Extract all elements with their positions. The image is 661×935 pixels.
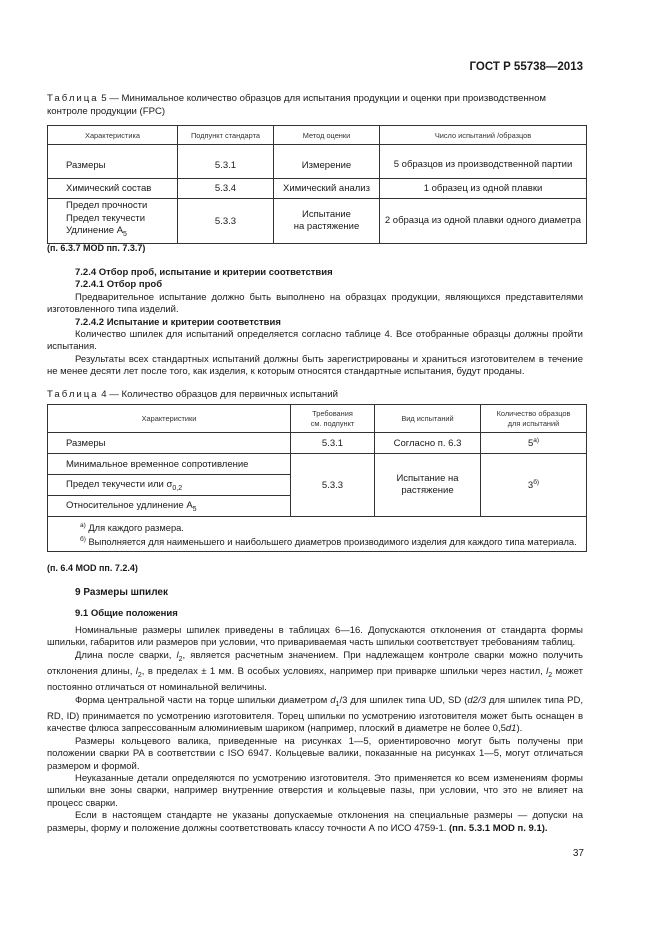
footnote-ref: а) (533, 436, 540, 444)
table5-cell: 2 образца из одной плавки одного диаметра (380, 199, 587, 244)
mod-note: (п. 6.3.7 MOD пп. 7.3.7) (47, 243, 146, 253)
table5-header: Подпункт стандарта (178, 126, 274, 145)
table4-cell-line: Испытание на (396, 473, 459, 484)
text-run: Длина после сварки, (75, 649, 177, 661)
table4-footnotes-row (48, 517, 587, 552)
footnote-text: Для каждого размера. (85, 523, 184, 534)
subscript: 2 (178, 655, 183, 663)
table5-cell (274, 199, 380, 244)
text-run: , в пределах ± 1 мм. В особых условиях, например при приварке шпильки через настил, (141, 665, 547, 677)
table5-caption-text: 5 — Минимальное количество образцов для испытания продукции и оценки при производственном контроле продукции (FPC) (47, 93, 547, 117)
text-run: Если в настоящем стандарте не указаны допускаемые отклонения на специальные размеры — допуски на размеры, форму и положение должны соответствовать классу точности А по ИСО 4759-1. (47, 810, 583, 834)
page-number: 37 (572, 848, 584, 859)
symbol: d2/3 (467, 694, 486, 706)
header-line: Требования (312, 408, 353, 418)
standard-header: ГОСТ Р 55738—2013 (469, 61, 583, 73)
symbol: l (135, 665, 138, 677)
table-row (48, 179, 587, 199)
table4 (47, 404, 587, 552)
subscript: 2 (548, 671, 553, 679)
table4-value: 3 (527, 480, 534, 492)
table5 (47, 125, 587, 244)
footnote-marker: а) (80, 522, 86, 529)
table4-cell: Размеры (48, 433, 291, 454)
table5-label: Таблица (47, 93, 99, 104)
table5-cell: 5.3.1 (178, 153, 274, 179)
table4-header (291, 405, 375, 433)
paragraph (47, 695, 583, 736)
table-row (48, 199, 587, 244)
table5-cell: 5.3.3 (178, 199, 274, 244)
table4-cell: Минимальное временное сопротивление (48, 454, 291, 475)
table4-header: Вид испытаний (375, 405, 481, 433)
text-run: ). (516, 723, 523, 735)
table5-cell-line: Предел прочности (66, 200, 148, 212)
footnote-text: Выполняется для наименьшего и наибольшего диаметров производимого изделия для каждого типа материала. (85, 537, 577, 548)
symbol: l (176, 649, 179, 661)
table5-cell-line: Предел текучести (66, 212, 146, 224)
table4-caption-text: 4 — Количество образцов для первичных испытаний (98, 389, 338, 400)
table5-cell-line: Испытание (302, 209, 351, 220)
table5-cell: Измерение (274, 153, 380, 179)
symbol: l (546, 665, 549, 677)
paragraph: Предварительное испытание должно быть выполнено на образцах продукции, являющихся представителями изготовленного типа изделий. (47, 291, 583, 316)
table5-header: Метод оценки (274, 126, 380, 145)
table4-header-row (48, 405, 587, 433)
section-title: 9 Размеры шпилек (75, 587, 168, 598)
table4-header: Характеристики (48, 405, 291, 433)
table4-cell-line: растяжение (401, 485, 454, 496)
table4-cell (375, 454, 481, 517)
table5-cell-text: Удлинение A (66, 225, 124, 237)
table4-cell-text: Относительное удлинение A (66, 499, 193, 511)
table-row (48, 454, 587, 475)
table5-caption (47, 92, 587, 118)
subscript: 1 (335, 700, 340, 708)
header-line: см. подпункт (310, 418, 355, 428)
table5-cell (48, 199, 178, 244)
paragraph (47, 650, 583, 695)
subscript: 0,2 (172, 484, 183, 492)
table4-header (481, 405, 587, 433)
symbol: d (330, 694, 336, 706)
footnote (80, 534, 582, 548)
table4-cell (48, 496, 291, 517)
paragraph: Результаты всех стандартных испытаний должны быть зарегистрированы и храниться изготовителем в течение не менее десяти лет после того, как изделия, к которым относятся стандартные испытания, будут проданы. (47, 353, 583, 378)
paragraph: Размеры кольцевого валика, приведенные на рисунках 1—5, ориентировочно могут быть получены при положении сварки PA в соответствии с ISO 6947. Кольцевые валики, показанные на рисунках 1—5, могут отличаться размером и формой. (47, 735, 583, 772)
table5-cell: 5.3.4 (178, 179, 274, 199)
subsection-title: 7.2.4.2 Испытание и критерии соответствия (75, 316, 281, 328)
table-row (48, 433, 587, 454)
subscript: 2 (137, 671, 142, 679)
table4-cell: 5.3.3 (291, 454, 375, 517)
subsection-title: 7.2.4.1 Отбор проб (75, 279, 163, 291)
table4-cell: 5.3.1 (291, 433, 375, 454)
paragraph: Неуказанные детали определяются по усмотрению изготовителя. Это применяется ко всем изменениям формы шпильки вне зоны сварки, например внутренние отверстия и кольцевые пазы, при условии, что это не влияет на процесс сварки. (47, 772, 583, 809)
table4-caption (47, 388, 587, 401)
mod-note: (п. 6.4 MOD пп. 7.2.4) (47, 563, 138, 573)
footnote-ref: б) (533, 478, 540, 486)
table4-cell-text: Предел текучести или σ (66, 478, 173, 490)
table-row (48, 153, 587, 179)
table5-cell-line (66, 225, 173, 241)
subsection-title: 9.1 Общие положения (75, 608, 178, 620)
table5-cell: Химический анализ (274, 179, 380, 199)
text-run: Форма центральной части на торце шпильки диаметром (75, 694, 331, 706)
table5-cell: 5 образцов из производственной партии (380, 153, 587, 179)
header-line: Количество образцов (496, 408, 571, 418)
symbol: d1 (505, 723, 517, 735)
paragraph: Количество шпилек для испытаний определяется согласно таблице 4. Все отобранные образцы должны пройти испытания. (47, 329, 583, 353)
section-7-2-4 (47, 267, 583, 379)
text-run: для шпилек типа PD, RD, ID) принимается по усмотрению изготовителя. Торец шпильки по усмотрению изготовителя может быть оснащен в качестве флюса запрессованным алюминиевым шариком (например, плоский в диаметре не более 0,5 (47, 694, 583, 735)
table5-header: Характеристика (48, 126, 178, 145)
paragraph: Номинальные размеры шпилек приведены в таблицах 6—16. Допускаются отклонения от стандарта формы шпильки, габаритов или размеров при условии, что привариваемая часть шпильки соответствует требованиям таблиц. (47, 624, 583, 649)
subscript: 5 (123, 231, 127, 239)
table4-label: Таблица (47, 389, 99, 400)
footnote-marker: б) (80, 536, 86, 544)
text-run: , является расчетным значением. При надлежащем контроле сварки можно получить отклонения длины, (47, 649, 583, 677)
subscript: 5 (192, 505, 197, 513)
section-9 (47, 587, 583, 835)
table5-cell-line: на растяжение (293, 221, 360, 232)
table5-header-row (48, 126, 587, 145)
table4-value: 5 (527, 438, 534, 450)
mod-reference: (пп. 5.3.1 MOD п. 9.1). (449, 822, 548, 834)
table5-cell: 1 образец из одной плавки (380, 179, 587, 199)
paragraph (47, 810, 583, 835)
header-line: для испытаний (507, 418, 560, 428)
table5-header: Число испытаний /образцов (380, 126, 587, 145)
table4-cell (481, 433, 587, 454)
table5-cell: Размеры (48, 153, 178, 179)
table4-footnotes (48, 517, 587, 552)
text-run: /3 для шпилек типа UD, SD ( (339, 694, 468, 706)
section-title: 7.2.4 Отбор проб, испытание и критерии соответствия (75, 267, 333, 278)
table4-cell: Согласно п. 6.3 (375, 433, 481, 454)
table4-cell (48, 475, 291, 496)
footnote (80, 520, 582, 534)
text-run: может постоянно отличаться от номинальной величины. (47, 665, 583, 694)
table5-cell: Химический состав (48, 179, 178, 199)
table4-cell (481, 454, 587, 517)
